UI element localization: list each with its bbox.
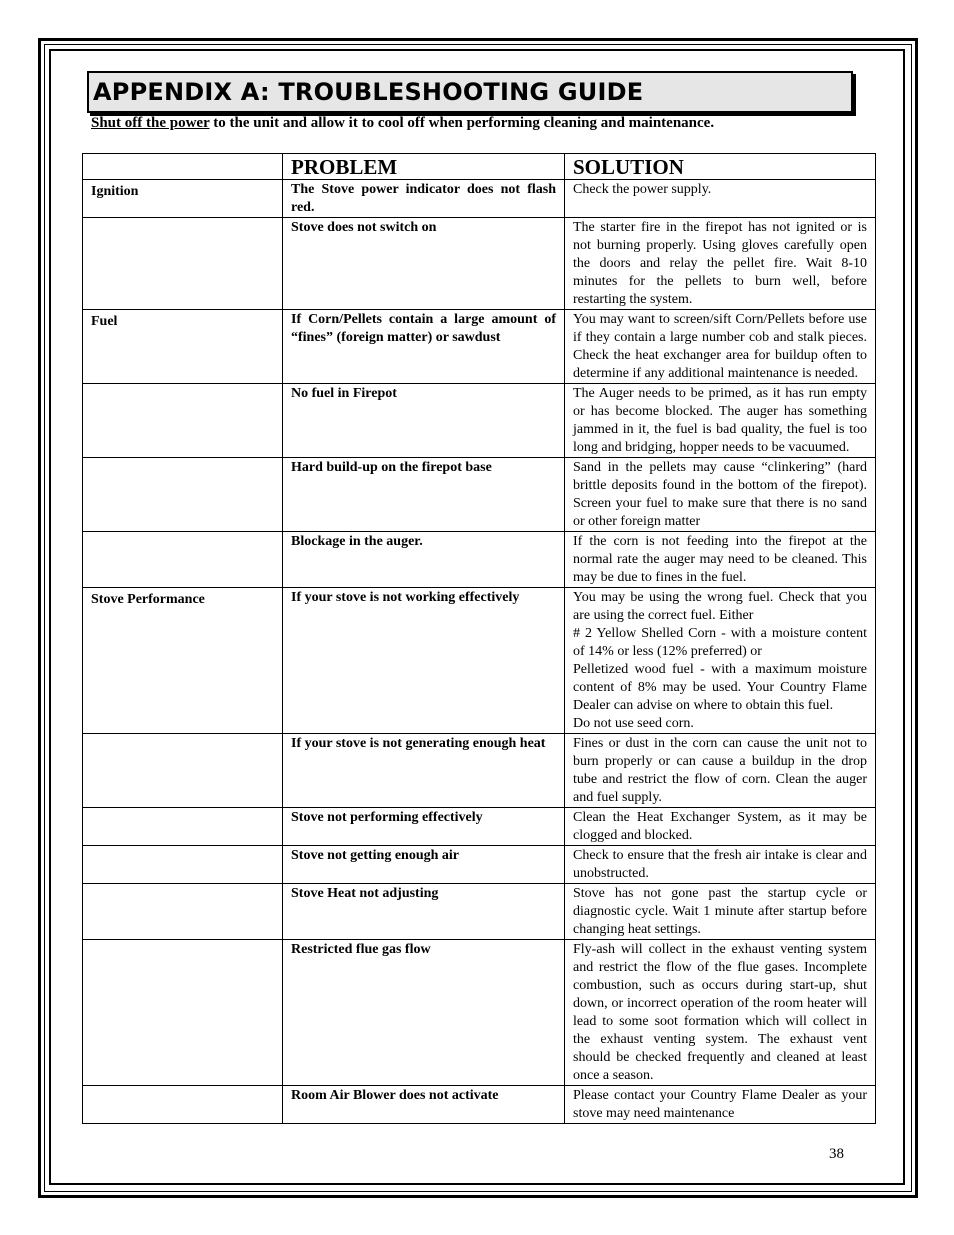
solution-cell: Check to ensure that the fresh air intake is clear and unobstructed. [565,846,876,884]
header-solution: SOLUTION [565,154,876,180]
table-header-row [83,154,876,180]
problem-cell: If your stove is not working effectively [283,588,565,734]
table-row [83,734,876,808]
problem-cell: Room Air Blower does not activate [283,1086,565,1124]
problem-cell: Stove does not switch on [283,218,565,310]
category-cell: Ignition [83,180,283,218]
problem-cell: Stove not getting enough air [283,846,565,884]
troubleshooting-table [82,153,876,1124]
table-row [83,218,876,310]
solution-cell: The Auger needs to be primed, as it has run empty or has become blocked. The auger has something jammed in it, the fuel is bad quality, the fuel is too long and bridging, hopper needs to be vacuumed. [565,384,876,458]
header-category [83,154,283,180]
title-box [87,71,853,113]
category-cell [83,884,283,940]
problem-cell: Stove not performing effectively [283,808,565,846]
problem-cell: The Stove power indicator does not flash red. [283,180,565,218]
safety-note-underlined: Shut off the power [91,115,210,131]
category-cell [83,808,283,846]
solution-cell: You may be using the wrong fuel. Check that you are using the correct fuel. Either # 2 Yellow Shelled Corn - with a moisture content of 14% or less (12% preferred) or Pelletized wood fuel - with a maximum moisture content of 8% may be used. Your Country Flame Dealer can advise on where to obtain this fuel. Do not use seed corn. [565,588,876,734]
table-row [83,458,876,532]
solution-cell: If the corn is not feeding into the firepot at the normal rate the auger may need to be cleaned. This may be due to fines in the fuel. [565,532,876,588]
category-cell [83,940,283,1086]
problem-cell: Hard build-up on the firepot base [283,458,565,532]
table-row [83,532,876,588]
table-row [83,808,876,846]
category-cell [83,734,283,808]
problem-cell: If Corn/Pellets contain a large amount of “fines” (foreign matter) or sawdust [283,310,565,384]
problem-cell: No fuel in Firepot [283,384,565,458]
table-row [83,588,876,734]
category-cell: Fuel [83,310,283,384]
solution-cell: The starter fire in the firepot has not ignited or is not burning properly. Using gloves carefully open the doors and relay the pellet fire. Wait 8-10 minutes for the pellets to burn well, before restarting the system. [565,218,876,310]
safety-note [91,115,714,132]
table-row [83,1086,876,1124]
solution-cell: You may want to screen/sift Corn/Pellets before use if they contain a large number cob and stalk pieces. Check the heat exchanger area for buildup often to determine if any additional maintenance is needed. [565,310,876,384]
category-cell [83,218,283,310]
category-cell [83,532,283,588]
solution-cell: Check the power supply. [565,180,876,218]
page-title: APPENDIX A: TROUBLESHOOTING GUIDE [93,78,644,106]
solution-cell: Stove has not gone past the startup cycle or diagnostic cycle. Wait 1 minute after startup before changing heat settings. [565,884,876,940]
table-row [83,310,876,384]
table-row [83,846,876,884]
solution-cell: Fines or dust in the corn can cause the unit not to burn properly or can cause a buildup in the drop tube and restrict the flow of corn. Clean the auger and fuel supply. [565,734,876,808]
page-number: 38 [829,1146,844,1162]
header-problem: PROBLEM [283,154,565,180]
problem-cell: Restricted flue gas flow [283,940,565,1086]
category-cell [83,1086,283,1124]
problem-cell: Blockage in the auger. [283,532,565,588]
solution-cell: Please contact your Country Flame Dealer as your stove may need maintenance [565,1086,876,1124]
category-cell [83,384,283,458]
category-cell: Stove Performance [83,588,283,734]
table-row [83,180,876,218]
solution-cell: Sand in the pellets may cause “clinkering” (hard brittle deposits found in the bottom of the firepot). Screen your fuel to make sure that there is no sand or other foreign matter [565,458,876,532]
solution-cell: Clean the Heat Exchanger System, as it may be clogged and blocked. [565,808,876,846]
table-row [83,384,876,458]
table-row [83,884,876,940]
solution-cell: Fly-ash will collect in the exhaust venting system and restrict the flow of the flue gases. Incomplete combustion, such as occurs during start-up, shut down, or incorrect operation of the room heater will lead to some soot formation which will collect in the exhaust venting system. The exhaust vent should be checked frequently and cleaned at least once a season. [565,940,876,1086]
problem-cell: Stove Heat not adjusting [283,884,565,940]
category-cell [83,846,283,884]
safety-note-text: to the unit and allow it to cool off when performing cleaning and maintenance. [209,115,715,131]
category-cell [83,458,283,532]
problem-cell: If your stove is not generating enough heat [283,734,565,808]
table-row [83,940,876,1086]
